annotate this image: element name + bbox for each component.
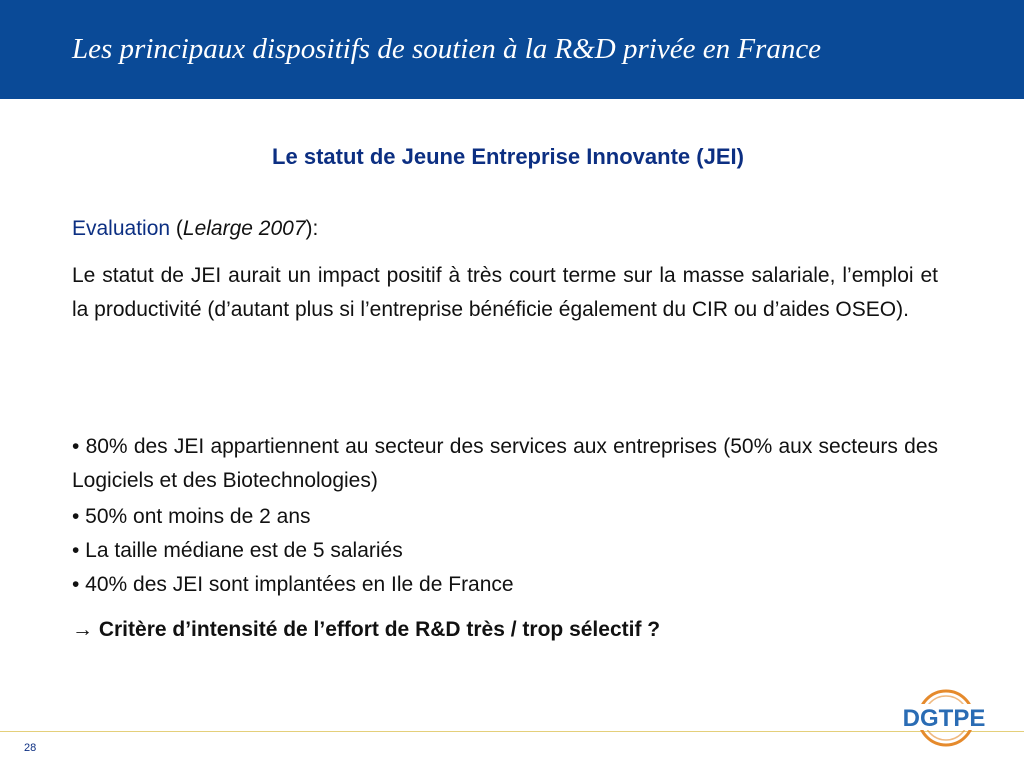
page-number: 28	[24, 742, 37, 754]
evaluation-label: Evaluation	[72, 217, 171, 240]
impact-paragraph: Le statut de JEI aurait un impact positif à très court terme sur la masse salariale, l’emploi et la productivité (d’autant plus si l’entreprise bénéficie également du CIR ou d’aides OSEO).	[72, 264, 938, 321]
bullet-age: • 50% ont moins de 2 ans	[72, 505, 311, 528]
bullet-location: • 40% des JEI sont implantées en Ile de France	[72, 573, 514, 596]
header-bar	[0, 0, 1024, 99]
conclusion-line	[72, 618, 660, 642]
evaluation-source: Lelarge 2007	[182, 217, 306, 240]
evaluation-open-paren: (	[170, 217, 183, 240]
bullet-services: • 80% des JEI appartiennent au secteur des services aux entreprises (50% aux secteurs des Logiciels et des Biotechnologies)	[72, 435, 938, 492]
right-arrow-icon: →	[72, 618, 93, 641]
section-title: Le statut de Jeune Entreprise Innovante (JEI)	[272, 144, 744, 169]
evaluation-line	[72, 217, 318, 241]
bullet-size: • La taille médiane est de 5 salariés	[72, 539, 403, 562]
dgtpe-logo-icon	[890, 680, 1000, 750]
footer-divider	[0, 731, 1024, 732]
logo-text: DGTPE	[902, 705, 986, 732]
evaluation-close-paren: ):	[305, 217, 319, 240]
bullet-list	[72, 500, 938, 602]
slide-header-title: Les principaux dispositifs de soutien à la R&D privée en France	[72, 33, 822, 65]
conclusion-text: Critère d’intensité de l’effort de R&D très / trop sélectif ?	[98, 618, 661, 641]
